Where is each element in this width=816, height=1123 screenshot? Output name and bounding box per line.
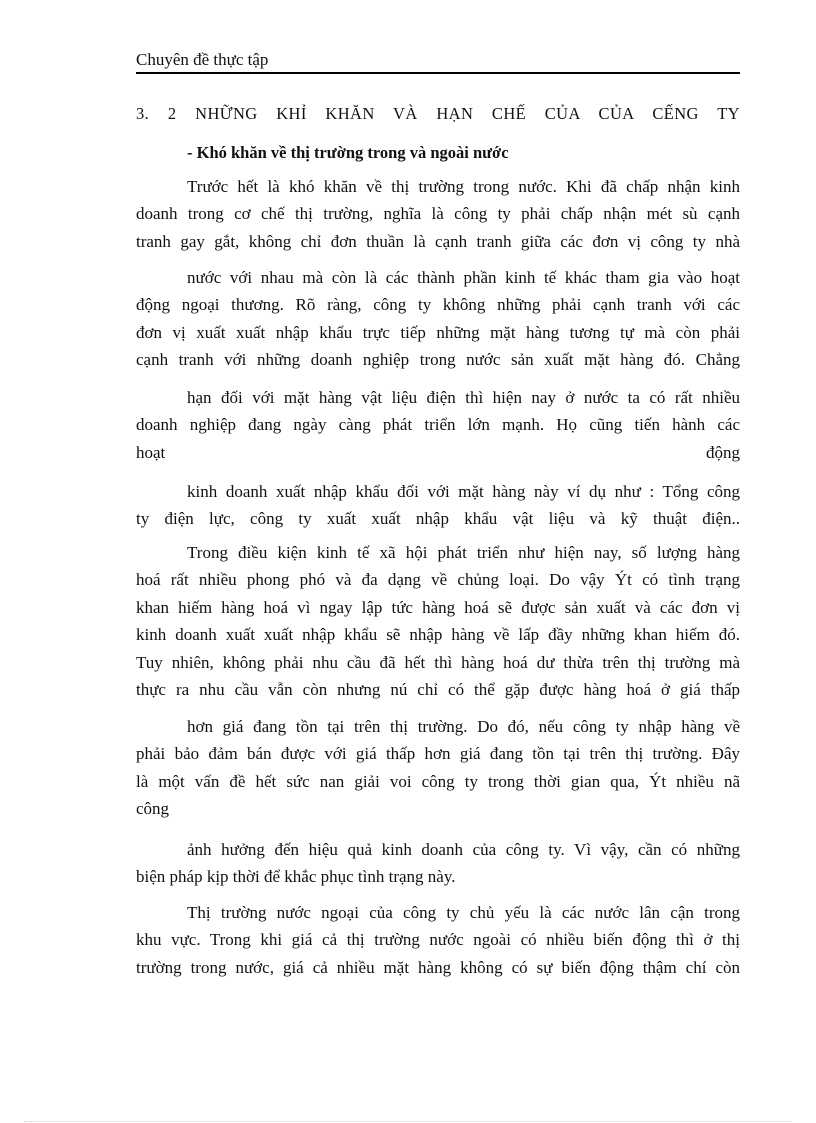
text-line: Trước hết là khó khăn về thị trường trong nước. Khi đã chấp nhận kinh [187,177,740,196]
text-line: động ngoại thương. Rõ ràng, công ty không những phải cạnh tranh với các [136,295,740,315]
text-line: đơn vị xuất xuất nhập khẩu trực tiếp những mặt hàng tương tự mà còn phải [136,322,740,342]
paragraph-2 [136,264,740,374]
text-line: cạnh tranh với những doanh nghiệp trong nước sản xuất mặt hàng đó. Chẳng [136,350,740,370]
header-title: Chuyên đề thực tập [136,50,269,69]
page-header [136,50,740,74]
text-line: là một vấn đề hết sức nan giải voi công ty trong thời gian qua, Ýt nhiều nã [136,771,740,791]
text-line: thực ra nhu cầu vẫn còn nhưng nú chỉ có thể gặp được hàng hoá ở giá thấp [136,680,740,700]
paragraph-3 [136,384,740,466]
text-line: tranh gay gắt, không chỉ đơn thuần là cạnh tranh giữa các đơn vị công ty nhà [136,231,740,251]
paragraph-5 [136,539,740,703]
page-bottom-divider [24,1121,792,1122]
paragraph-1 [136,173,740,255]
paragraph-6 [136,713,740,823]
text-line: phải bảo đảm bán được với giá thấp hơn giá đang tồn tại trên thị trường. Đây [136,744,740,764]
text-line: biện pháp kịp thời để khắc phục tình trạng này. [136,867,456,887]
text-line: Trong điều kiện kinh tế xã hội phát triển như hiện nay, số lượng hàng [187,543,740,562]
paragraph-4 [136,478,740,533]
subsection-heading: - Khó khăn về thị trường trong và ngoài nước [187,143,509,162]
paragraph-8 [136,899,740,981]
paragraph-7 [136,836,740,891]
text-line: ty điện lực, công ty xuất xuất nhập khẩu vật liệu và kỹ thuật điện.. [136,509,740,529]
text-line: doanh trong cơ chế thị trường, nghĩa là công ty phải chấp nhận mét sù cạnh [136,204,740,224]
text-line: ảnh hưởng đến hiệu quả kinh doanh của công ty. Vì vậy, cần có những [187,840,740,859]
text-line: công [136,799,170,819]
text-line: kinh doanh xuất nhập khẩu đối với mặt hàng này ví dụ như : Tổng công [187,482,740,501]
text-line: khu vực. Trong khi giá cả thị trường nước ngoài có nhiều biến động thì ở thị [136,930,740,950]
text-line: Thị trường nước ngoại của công ty chủ yếu là các nước lân cận trong [187,903,740,922]
text-line: hoạt động [136,442,740,462]
text-line: hơn giá đang tồn tại trên thị trường. Do đó, nếu công ty nhập hàng về [187,717,740,736]
text-line: hoá rất nhiều phong phó và đa dạng về chủng loại. Do vậy Ýt có tình trạng [136,570,740,590]
text-line: hạn đối với mặt hàng vật liệu điện thì hiện nay ở nước ta có rất nhiều [187,388,740,407]
text-line: khan hiếm hàng hoá vì ngay lập tức hàng hoá sẽ được sản xuất và các đơn vị [136,597,740,617]
section-heading: 3. 2 NHỮNG KHỈ KHĂN VÀ HẠN CHẾ CỦA CỦA CẾNG TY [136,104,740,123]
text-line: doanh nghiệp đang ngày càng phát triển lớn mạnh. Họ cũng tiến hành các [136,415,740,435]
text-line: trường trong nước, giá cả nhiều mặt hàng không có sự biến động thậm chí còn [136,957,740,977]
text-line: Tuy nhiên, không phải nhu cầu đã hết thì hàng hoá dư thừa trên thị trường mà [136,652,740,672]
text-line: kinh doanh xuất xuất nhập khẩu sẽ nhập hàng về lấp đầy những khan hiếm đó. [136,625,740,645]
text-line: nước với nhau mà còn là các thành phần kinh tế khác tham gia vào hoạt [187,268,740,287]
